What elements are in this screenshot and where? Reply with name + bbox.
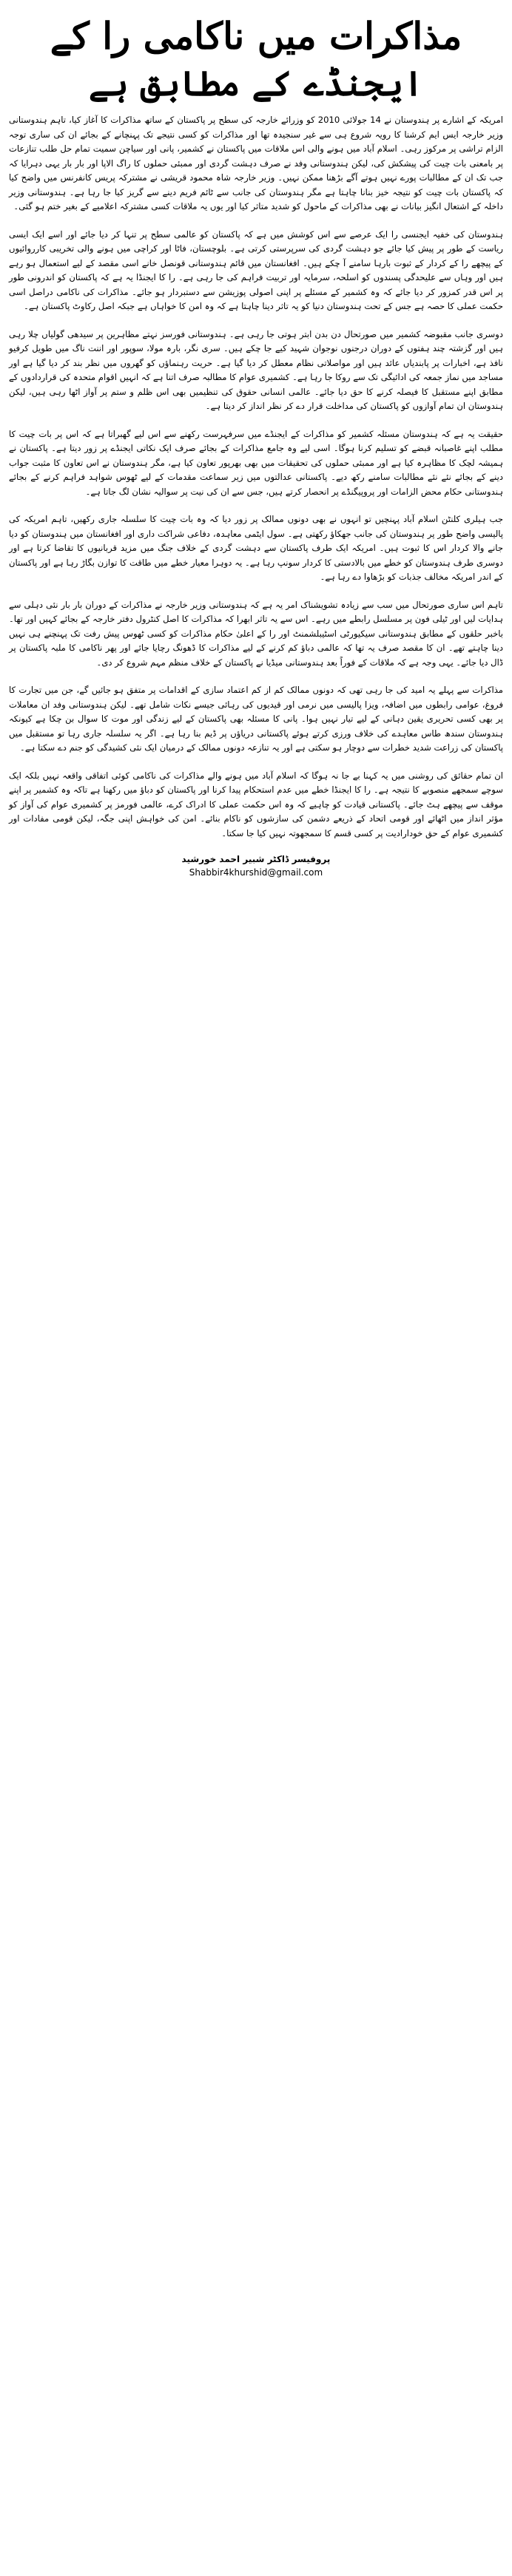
author-name: پروفیسر ڈاکٹر شبیر احمد خورشید [181, 854, 331, 865]
article-body [9, 113, 503, 841]
paragraph: دوسری جانب مقبوضہ کشمیر میں صورتحال دن بدن ابتر ہوتی جا رہی ہے۔ ہندوستانی فورسز نہتے مظاہرین پر سیدھی گولیاں چلا رہی ہیں اور گزشتہ چند ہفتوں کے دوران درجنوں نوجوان شہید کیے جا چکے ہیں۔ سری نگر، بارہ مولا، سوپور اور اننت ناگ میں طویل کرفیو نافذ ہے، اخبارات پر پابندیاں عائد ہیں اور مواصلاتی نظام معطل کر دیا گیا ہے۔ حریت رہنماؤں کو گھروں میں نظر بند کر دیا گیا ہے اور مساجد میں نماز جمعہ کی ادائیگی تک سے روکا جا رہا ہے۔ کشمیری عوام کا مطالبہ صرف اتنا ہے کہ انہیں اقوام متحدہ کی قراردادوں کے مطابق اپنے مستقبل کا فیصلہ کرنے کا حق دیا جائے۔ عالمی انسانی حقوق کی تنظیمیں بھی اس ظلم و ستم پر آواز اٹھا رہی ہیں، لیکن ہندوستان ان تمام آوازوں کو پاکستان کی مداخلت قرار دے کر نظر انداز کر دیتا ہے۔ [9, 328, 503, 412]
paragraph: حقیقت یہ ہے کہ ہندوستان مسئلہ کشمیر کو مذاکرات کے ایجنڈے میں سرفہرست رکھنے سے اس لیے گھبراتا ہے کہ اس پر بات چیت کا مطلب اپنے غاصبانہ قبضے کو تسلیم کرنا ہوگا۔ اسی لیے وہ جامع مذاکرات کے بجائے صرف ایک نکاتی ایجنڈے پر زور دیتا ہے۔ پاکستان نے ہمیشہ لچک کا مظاہرہ کیا ہے اور ممبئی حملوں کی تحقیقات میں بھی بھرپور تعاون کیا ہے، مگر ہندوستان نے اس تعاون کا مثبت جواب دینے کے بجائے نئے نئے مطالبات سامنے رکھ دیے۔ پاکستانی عدالتوں میں زیر سماعت مقدمات کے لیے ٹھوس شواہد فراہم کرنے کے بجائے ہندوستانی حکام محض الزامات اور پروپیگنڈے پر انحصار کرتے ہیں، جس سے ان کی نیت پر سوالیہ نشان لگ جاتا ہے۔ [9, 428, 503, 497]
paragraph: مذاکرات سے پہلے یہ امید کی جا رہی تھی کہ دونوں ممالک کم از کم اعتماد سازی کے اقدامات پر متفق ہو جائیں گے، جن میں تجارت کا فروغ، عوامی رابطوں میں اضافہ، ویزا پالیسی میں نرمی اور قیدیوں کی رہائی جیسے نکات شامل تھے۔ لیکن ہندوستانی وفد ان معاملات پر بھی کسی تحریری یقین دہانی کے لیے تیار نہیں ہوا۔ پانی کا مسئلہ بھی پاکستان کے لیے زندگی اور موت کا سوال بن چکا ہے کیونکہ ہندوستان سندھ طاس معاہدے کی خلاف ورزی کرتے ہوئے پاکستانی دریاؤں پر ڈیم بنا رہا ہے۔ اگر یہ سلسلہ جاری رہا تو مستقبل میں پاکستان کی زراعت شدید خطرات سے دوچار ہو سکتی ہے اور یہ تنازعہ دونوں ممالک کے درمیان ایک نئی کشیدگی کو جنم دے سکتا ہے۔ [9, 685, 503, 753]
paragraph: جب ہیلری کلنٹن اسلام آباد پہنچیں تو انہوں نے بھی دونوں ممالک پر زور دیا کہ وہ بات چیت کا سلسلہ جاری رکھیں، تاہم امریکہ کی پالیسی واضح طور پر ہندوستان کی جانب جھکاؤ رکھتی ہے۔ سول ایٹمی معاہدہ، دفاعی شراکت داری اور افغانستان میں ہندوستان کو دیا جانے والا کردار اس کا ثبوت ہیں۔ امریکہ ایک طرف پاکستان سے دہشت گردی کے خلاف جنگ میں مزید قربانیوں کا تقاضا کرتا ہے اور دوسری طرف ہندوستان کو خطے میں بالادستی کا کردار سونپ رہا ہے۔ یہ دوہرا معیار خطے میں طاقت کا توازن بگاڑ رہا ہے اور پاکستان کے اندر امریکہ مخالف جذبات کو بڑھاوا دے رہا ہے۔ [9, 514, 503, 583]
author-email: Shabbir4khurshid@gmail.com [189, 867, 323, 878]
headline [9, 4, 503, 107]
headline-line-1: مذاکرات میں ناکامی را کے [50, 14, 462, 58]
paragraph: امریکہ کے اشارے پر ہندوستان نے 14 جولائی 2010 کو وزرائے خارجہ کی سطح پر پاکستان کے ساتھ مذاکرات کا آغاز کیا، تاہم ہندوستانی وزیر خارجہ ایس ایم کرشنا کا رویہ شروع ہی سے غیر سنجیدہ تھا اور مذاکرات کو کسی نتیجے تک پہنچانے کے بجائے ان کی ساری توجہ الزام تراشی پر مرکوز رہی۔ اسلام آباد میں ہونے والی اس ملاقات میں پاکستان نے کشمیر، پانی اور سیاچن سمیت تمام حل طلب تنازعات پر بامعنی بات چیت کی پیشکش کی، لیکن ہندوستانی وفد نے صرف دہشت گردی اور ممبئی حملوں کا راگ الاپا اور بار بار یہی دہرایا کہ جب تک ان کے مطالبات پورے نہیں ہوتے آگے بڑھنا ممکن نہیں۔ وزیر خارجہ شاہ محمود قریشی نے مشترکہ پریس کانفرنس میں واضح کیا کہ پاکستان بات چیت کو نتیجہ خیز بنانا چاہتا ہے مگر ہندوستان کی جانب سے ٹائم فریم دینے سے گریز کیا جا رہا ہے۔ ہندوستانی وزیر داخلہ کے اشتعال انگیز بیانات نے بھی مذاکرات کے ماحول کو شدید متاثر کیا اور یوں یہ ملاقات کسی مشترکہ اعلامیے کے بغیر ختم ہو گئی۔ [9, 115, 504, 212]
byline [9, 854, 503, 878]
paragraph: ان تمام حقائق کی روشنی میں یہ کہنا بے جا نہ ہوگا کہ اسلام آباد میں ہونے والے مذاکرات کی ناکامی کوئی اتفاقی واقعہ نہیں بلکہ ایک سوچے سمجھے منصوبے کا نتیجہ ہے۔ را کا ایجنڈا خطے میں عدم استحکام پیدا کرنا اور پاکستان کو دباؤ میں رکھنا ہے تاکہ وہ کشمیر پر اپنے موقف سے پیچھے ہٹ جائے۔ پاکستانی قیادت کو چاہیے کہ وہ اس حکمت عملی کا ادراک کرے، عالمی فورمز پر کشمیری عوام کی آواز کو مؤثر انداز میں اٹھائے اور قومی اتحاد کے ذریعے دشمن کی سازشوں کو ناکام بنائے۔ امن کی خواہش اپنی جگہ، لیکن قومی مفادات اور کشمیری عوام کے حق خودارادیت پر کسی قسم کا سمجھوتہ نہیں کیا جا سکتا۔ [9, 770, 503, 838]
paragraph: تاہم اس ساری صورتحال میں سب سے زیادہ تشویشناک امر یہ ہے کہ ہندوستانی وزیر خارجہ نے مذاکرات کے دوران بار بار نئی دہلی سے ہدایات لیں اور ٹیلی فون پر مسلسل رابطے میں رہے۔ اس سے یہ تاثر ابھرا کہ مذاکرات کا اصل کنٹرول دفتر خارجہ کے بجائے کہیں اور تھا۔ باخبر حلقوں کے مطابق ہندوستانی سیکیورٹی اسٹیبلشمنٹ اور را کے اعلیٰ حکام مذاکرات کو کسی ٹھوس پیش رفت تک پہنچنے ہی نہیں دینا چاہتے تھے۔ ان کا مقصد صرف یہ تھا کہ عالمی دباؤ کم کرنے کے لیے مذاکرات کا ڈھونگ رچایا جائے اور پھر ناکامی کا ملبہ پاکستان پر ڈال دیا جائے۔ یہی وجہ ہے کہ ملاقات کے فوراً بعد ہندوستانی میڈیا نے پاکستان کے خلاف منظم مہم شروع کر دی۔ [9, 599, 503, 668]
paragraph: ہندوستان کی خفیہ ایجنسی را ایک عرصے سے اس کوشش میں ہے کہ پاکستان کو عالمی سطح پر تنہا کر دیا جائے اور اسے ایک ایسی ریاست کے طور پر پیش کیا جائے جو دہشت گردی کی سرپرستی کرتی ہے۔ بلوچستان، فاٹا اور کراچی میں ہونے والی تخریبی کارروائیوں کے پیچھے را کے کردار کے ثبوت بارہا سامنے آ چکے ہیں۔ افغانستان میں قائم ہندوستانی قونصل خانے اسی مقصد کے لیے استعمال ہو رہے ہیں اور وہاں سے علیحدگی پسندوں کو اسلحہ، سرمایہ اور تربیت فراہم کی جا رہی ہے۔ را کا ایجنڈا یہ ہے کہ پاکستان کو اندرونی طور پر اس قدر کمزور کر دیا جائے کہ وہ کشمیر کے مسئلے پر اپنی اصولی پوزیشن سے دستبردار ہو جائے۔ مذاکرات کی ناکامی دراصل اسی حکمت عملی کا حصہ ہے جس کے تحت ہندوستان دنیا کو یہ تاثر دینا چاہتا ہے کہ وہ امن کا خواہاں ہے جبکہ اصل رکاوٹ پاکستان ہے۔ [9, 228, 503, 312]
headline-line-2: ایجنڈے کے مطابق ہے [88, 64, 424, 104]
